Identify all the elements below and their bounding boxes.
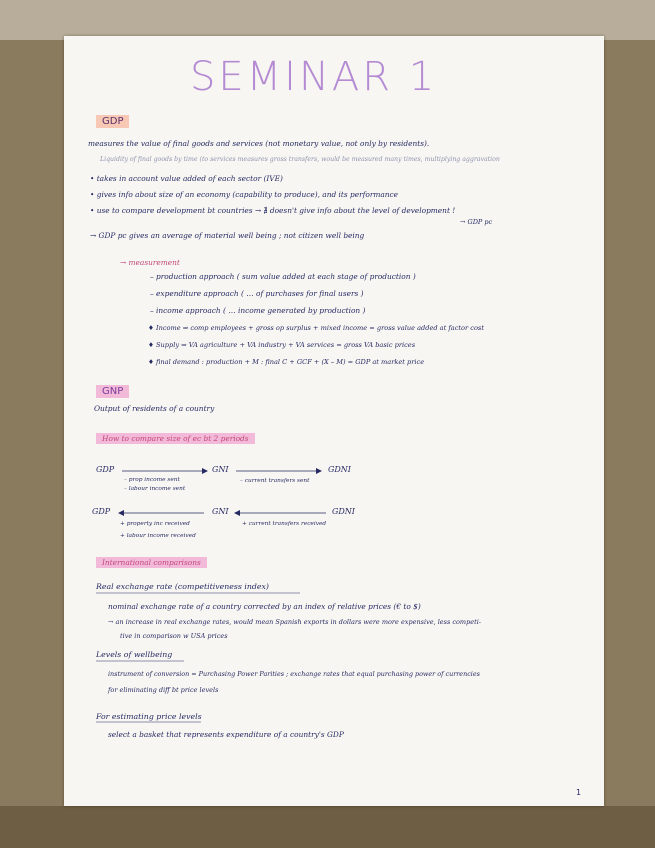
gnp-heading-wrap [96,386,129,397]
flow1-minus-prop: – prop income sent [124,477,180,483]
flow1-minus-labour: – labour income sent [124,486,186,492]
page-title: SEMINAR 1 [190,54,438,100]
formula-final-demand: ♦ final demand : production + M : final C + GCF + (X – M) = GDP at market price [148,358,425,366]
compare-heading: How to compare size of ec bt 2 periods [96,433,255,444]
page-number: 1 [576,788,582,797]
gdp-bullet-2: • gives info about size of an economy (capability to produce), and its performance [90,190,399,199]
gdp-pc-note: → GDP pc [460,218,493,226]
gdp-bullet-3: • use to compare development bt countries → ∄ doesn't give info about the level of development ! [90,206,456,215]
intl-heading: International comparisons [96,557,207,568]
approach-production: – production approach ( sum value added at each stage of production ) [150,272,416,281]
approach-expenditure: – expenditure approach ( … of purchases for final users ) [150,289,364,298]
formula-supply: ♦ Supply ⇒ VA agriculture + VA industry + VA services = gross VA basic prices [148,341,416,349]
measurement-label: → measurement [120,258,180,267]
notebook-page [64,36,604,806]
rer-line-2: → an increase in real exchange rates, would mean Spanish exports in dollars were more expensive, less competi- [108,618,481,626]
flow2-plus-property: + property inc received [120,521,190,527]
desk-background-top [0,0,655,40]
flow1-minus-transfers: – current transfers sent [240,478,310,484]
intl-heading-wrap [96,558,207,567]
rer-line-1: nominal exchange rate of a country corrected by an index of relative prices (€ to $) [108,602,421,611]
gdp-heading: GDP [96,115,129,128]
gnp-definition: Output of residents of a country [94,404,215,413]
flow1-gni: GNI [212,465,229,474]
flow2-plus-transfers: + current transfers received [242,521,327,527]
flow2-gdp: GDP [92,507,111,516]
flow2-gni: GNI [212,507,229,516]
wellbeing-heading: Levels of wellbeing [96,650,173,659]
formula-income: ♦ Income ⇒ comp employees + gross op surplus + mixed income = gross value added at factor cost [148,324,484,332]
rer-heading: Real exchange rate (competitiveness index) [96,582,269,591]
gnp-heading: GNP [96,385,129,398]
flow1-gdp: GDP [96,465,115,474]
flow2-plus-labour: + labour income received [120,533,196,539]
flow1-gdni: GDNI [328,465,351,474]
gdp-definition-faint: Liquidity of final goods by time (to services measures gross transfers, would be measured many times, multiplying aggravation [100,156,500,163]
wellbeing-line-2: for eliminating diff bt price levels [108,686,219,694]
gdp-heading-wrap [96,116,129,127]
price-levels-heading: For estimating price levels [96,712,202,721]
flow2-gdni: GDNI [332,507,355,516]
desk-background-bottom [0,806,655,848]
compare-heading-wrap [96,434,255,443]
gdp-wellbeing: → GDP pc gives an average of material well being ; not citizen well being [90,231,365,240]
gdp-bullet-1: • takes in account value added of each sector (IVE) [90,174,283,183]
price-levels-line-1: select a basket that represents expenditure of a country's GDP [108,730,344,739]
wellbeing-line-1: instrument of conversion = Purchasing Power Parities ; exchange rates that equal purchasing power of currencies [108,670,480,678]
gdp-definition: measures the value of final goods and services (not monetary value, not only by residents). [88,139,430,148]
approach-income: – income approach ( … income generated by production ) [150,306,366,315]
rer-line-3: tive in comparison w USA prices [120,632,228,640]
